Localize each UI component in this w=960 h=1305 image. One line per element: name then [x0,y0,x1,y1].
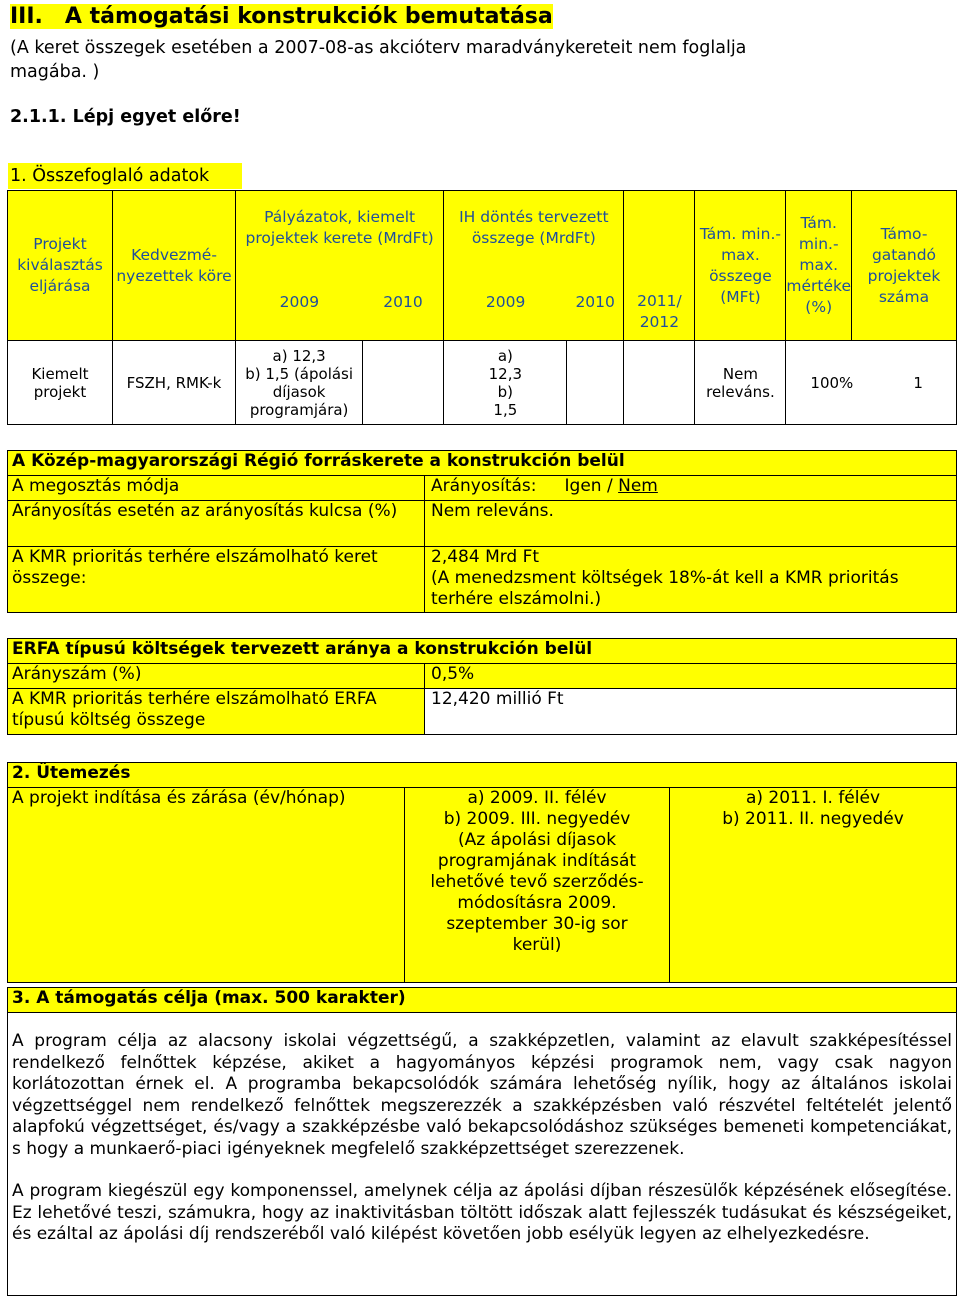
schedule-start: a) 2009. II. félév b) 2009. III. negyedév (Az ápolási díjasok programjának indítását lehetővé tevő szerződés- módosításra 2009. szeptember 30-ig sor kerül) [405,788,670,983]
section1-title: 1. Összefoglaló adatok [8,163,242,189]
summary-table [7,190,957,425]
heading-title: A támogatási konstrukciók bemutatása [64,4,553,29]
erfa-amount-label: A KMR prioritás terhére elszámolható ERFA típusú költség összege [8,689,425,735]
kmr-split-value: Arányosítás: Igen / Nem [425,476,957,501]
kmr-frame-label: A KMR prioritás terhére elszámolható keret összege: [8,547,425,613]
cell-ih-2009: a) 12,3 b) 1,5 [444,341,567,425]
cell-frame-2010 [363,341,444,425]
header-year-2010a: 2010 [363,266,444,341]
kmr-title: A Közép-magyarországi Régió forráskerete a konstrukción belül [8,451,957,476]
sub-heading [10,107,241,127]
cell-min-max-amount: Nem releváns. [695,341,786,425]
cell-beneficiaries: FSZH, RMK-k [113,341,236,425]
goal-paragraph-2: A program kiegészül egy komponenssel, amelynek célja az ápolási díjban részesülők képzésének elősegítése. Ez lehetővé teszi, számukra, hogy az inaktivitásban töltött időszak alatt fejlesszék tudásukat és készségeiket, és ezáltal az ápolási díj rendszeréből való kilépést követően jobb esélyük legyen az elhelyezkedésre. [12,1181,952,1244]
header-min-max-amount: Tám. min.- max. összege (MFt) [695,191,786,341]
schedule-label: A projekt indítása és zárása (év/hónap) [8,788,405,983]
schedule-title: 2. Ütemezés [8,763,957,788]
cell-2011 [624,341,695,425]
kmr-table [7,450,957,613]
cell-project-type: Kiemelt projekt [8,341,113,425]
sub-title: Lépj egyet előre! [72,107,241,127]
header-year-2009a: 2009 [236,266,363,341]
header-2011: 2011/ 2012 [624,191,695,341]
erfa-ratio-label: Arányszám (%) [8,664,425,689]
main-heading [10,4,553,29]
erfa-title: ERFA típusú költségek tervezett aránya a konstrukción belül [8,639,957,664]
goal-table [7,987,957,1296]
sub-number: 2.1.1. [10,107,67,127]
cell-frame-2009: a) 12,3 b) 1,5 (ápolási díjasok programjára) [236,341,363,425]
schedule-table [7,762,957,983]
cell-ih-2010 [567,341,624,425]
cell-rate-and-count: 100% 1 [786,341,957,425]
goal-paragraph-1: A program célja az alacsony iskolai végzettségű, a szakképzetlen, valamint az elavult szakképesítéssel rendelkező felnőttek képzése, akiket a hagyományos képzési programok nem, vagy csak nagyon korlátozottan érnek el. A programba bekapcsolódók számára lehetőség nyílik, hogy az általános iskolai végzettséggel nem rendelkező felnőttek megszerezzék a szakképzésben való részvétel feltételét jelentő alapfokú végzettséget, és/vagy a szakképzésbe való bekapcsolódáshoz szükséges bemeneti kompetenciákat, s hogy a munkaerő-piaci igényeknek megfelelő szakképzettséget szerezzenek. [12,1031,952,1159]
header-frame: Pályázatok, kiemelt projektek kerete (MrdFt) [236,191,444,266]
goal-body [8,1013,957,1296]
erfa-ratio-value: 0,5% [425,664,957,689]
kmr-key-value: Nem releváns. [425,501,957,547]
erfa-amount-value: 12,420 millió Ft [425,689,957,735]
header-year-2009b: 2009 [444,266,567,341]
header-year-2010b: 2010 [567,266,624,341]
heading-number: III. [10,4,43,29]
header-beneficiaries: Kedvezmé-nyezettek köre [113,191,236,341]
header-ih-decision: IH döntés tervezett összege (MrdFt) [444,191,624,266]
header-project-count: Támo-gatandó projektek száma [852,191,957,341]
heading-note-line1: (A keret összegek esetében a 2007-08-as akcióterv maradványkereteit nem foglalja [10,38,747,58]
kmr-frame-value: 2,484 Mrd Ft (A menedzsment költségek 18%-át kell a KMR prioritás terhére elszámolni.) [425,547,957,613]
erfa-table [7,638,957,735]
schedule-end: a) 2011. I. félév b) 2011. II. negyedév [670,788,957,983]
heading-note-line2: magába. ) [10,62,100,82]
kmr-key-label: Arányosítás esetén az arányosítás kulcsa (%) [8,501,425,547]
header-min-max-rate: Tám. min.- max. mértéke (%) [786,191,852,341]
goal-title: 3. A támogatás célja (max. 500 karakter) [8,988,957,1013]
header-selection-method: Projekt kiválasztás eljárása [8,191,113,341]
kmr-split-label: A megosztás módja [8,476,425,501]
